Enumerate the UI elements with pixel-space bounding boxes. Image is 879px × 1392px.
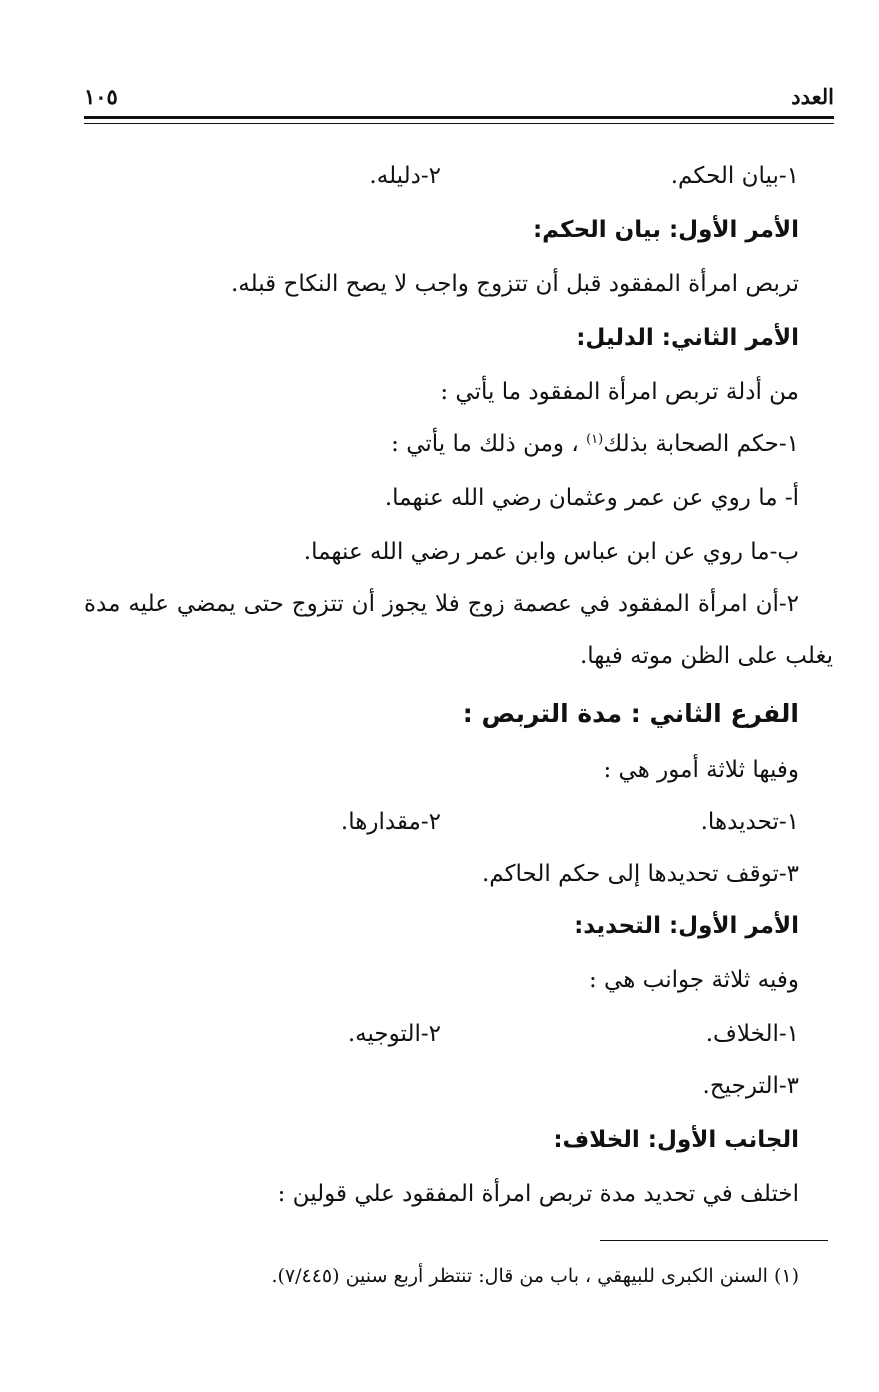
page-number: ١٠٥ bbox=[84, 84, 118, 109]
list-row-3 bbox=[39, 1018, 799, 1050]
section-heading: الأمر الثاني: الدليل: bbox=[576, 325, 799, 351]
section-heading: الجانب الأول: الخلاف: bbox=[553, 1127, 799, 1153]
paragraph: اختلف في تحديد مدة تربص امرأة المفقود علي قولين : bbox=[277, 1181, 799, 1207]
list-item: ١-الخلاف. bbox=[705, 1021, 799, 1047]
subsection-heading: الفرع الثاني : مدة التربص : bbox=[462, 699, 799, 728]
footnote-reference: (١) bbox=[586, 432, 604, 447]
paragraph: أ- ما روي عن عمر وعثمان رضي الله عنهما. bbox=[384, 485, 799, 511]
paragraph: ٣-الترجيح. bbox=[702, 1073, 799, 1099]
list-item: ٢-مقدارها. bbox=[340, 809, 441, 835]
section-heading: الأمر الأول: بيان الحكم: bbox=[532, 217, 799, 243]
list-item: ٢-دليله. bbox=[369, 163, 441, 189]
header-rule-thin bbox=[84, 123, 834, 124]
paragraph: وفيها ثلاثة أمور هي : bbox=[603, 757, 799, 783]
paragraph: ٢-أن امرأة المفقود في عصمة زوج فلا يجوز أن تتزوج حتى يمضي عليه مدة bbox=[84, 591, 799, 617]
header-rule-thick bbox=[84, 116, 834, 119]
section-heading: الأمر الأول: التحديد: bbox=[574, 913, 799, 939]
list-item: ١-تحديدها. bbox=[700, 809, 799, 835]
list-row-2 bbox=[39, 806, 799, 838]
footnote-rule bbox=[600, 1240, 828, 1241]
page-header bbox=[84, 84, 834, 114]
paragraph-text: ١-حكم الصحابة بذلك bbox=[603, 431, 799, 457]
footnote: (١) السنن الكبرى للبيهقي ، باب من قال: تنتظر أربع سنين (٧/٤٤٥). bbox=[271, 1265, 799, 1287]
list-row-1 bbox=[39, 160, 799, 192]
chapter-title: العدد bbox=[791, 84, 834, 109]
paragraph: ب-ما روي عن ابن عباس وابن عمر رضي الله عنهما. bbox=[303, 539, 799, 565]
list-item: ١-بيان الحكم. bbox=[670, 163, 799, 189]
paragraph: وفيه ثلاثة جوانب هي : bbox=[589, 967, 799, 993]
paragraph: من أدلة تربص امرأة المفقود ما يأتي : bbox=[440, 379, 799, 405]
paragraph bbox=[391, 428, 799, 460]
paragraph: تربص امرأة المفقود قبل أن تتزوج واجب لا يصح النكاح قبله. bbox=[230, 271, 799, 297]
paragraph: ٣-توقف تحديدها إلى حكم الحاكم. bbox=[481, 861, 799, 887]
list-item: ٢-التوجيه. bbox=[347, 1021, 441, 1047]
paragraph-text: ، ومن ذلك ما يأتي : bbox=[391, 431, 579, 457]
paragraph: يغلب على الظن موته فيها. bbox=[579, 643, 833, 669]
